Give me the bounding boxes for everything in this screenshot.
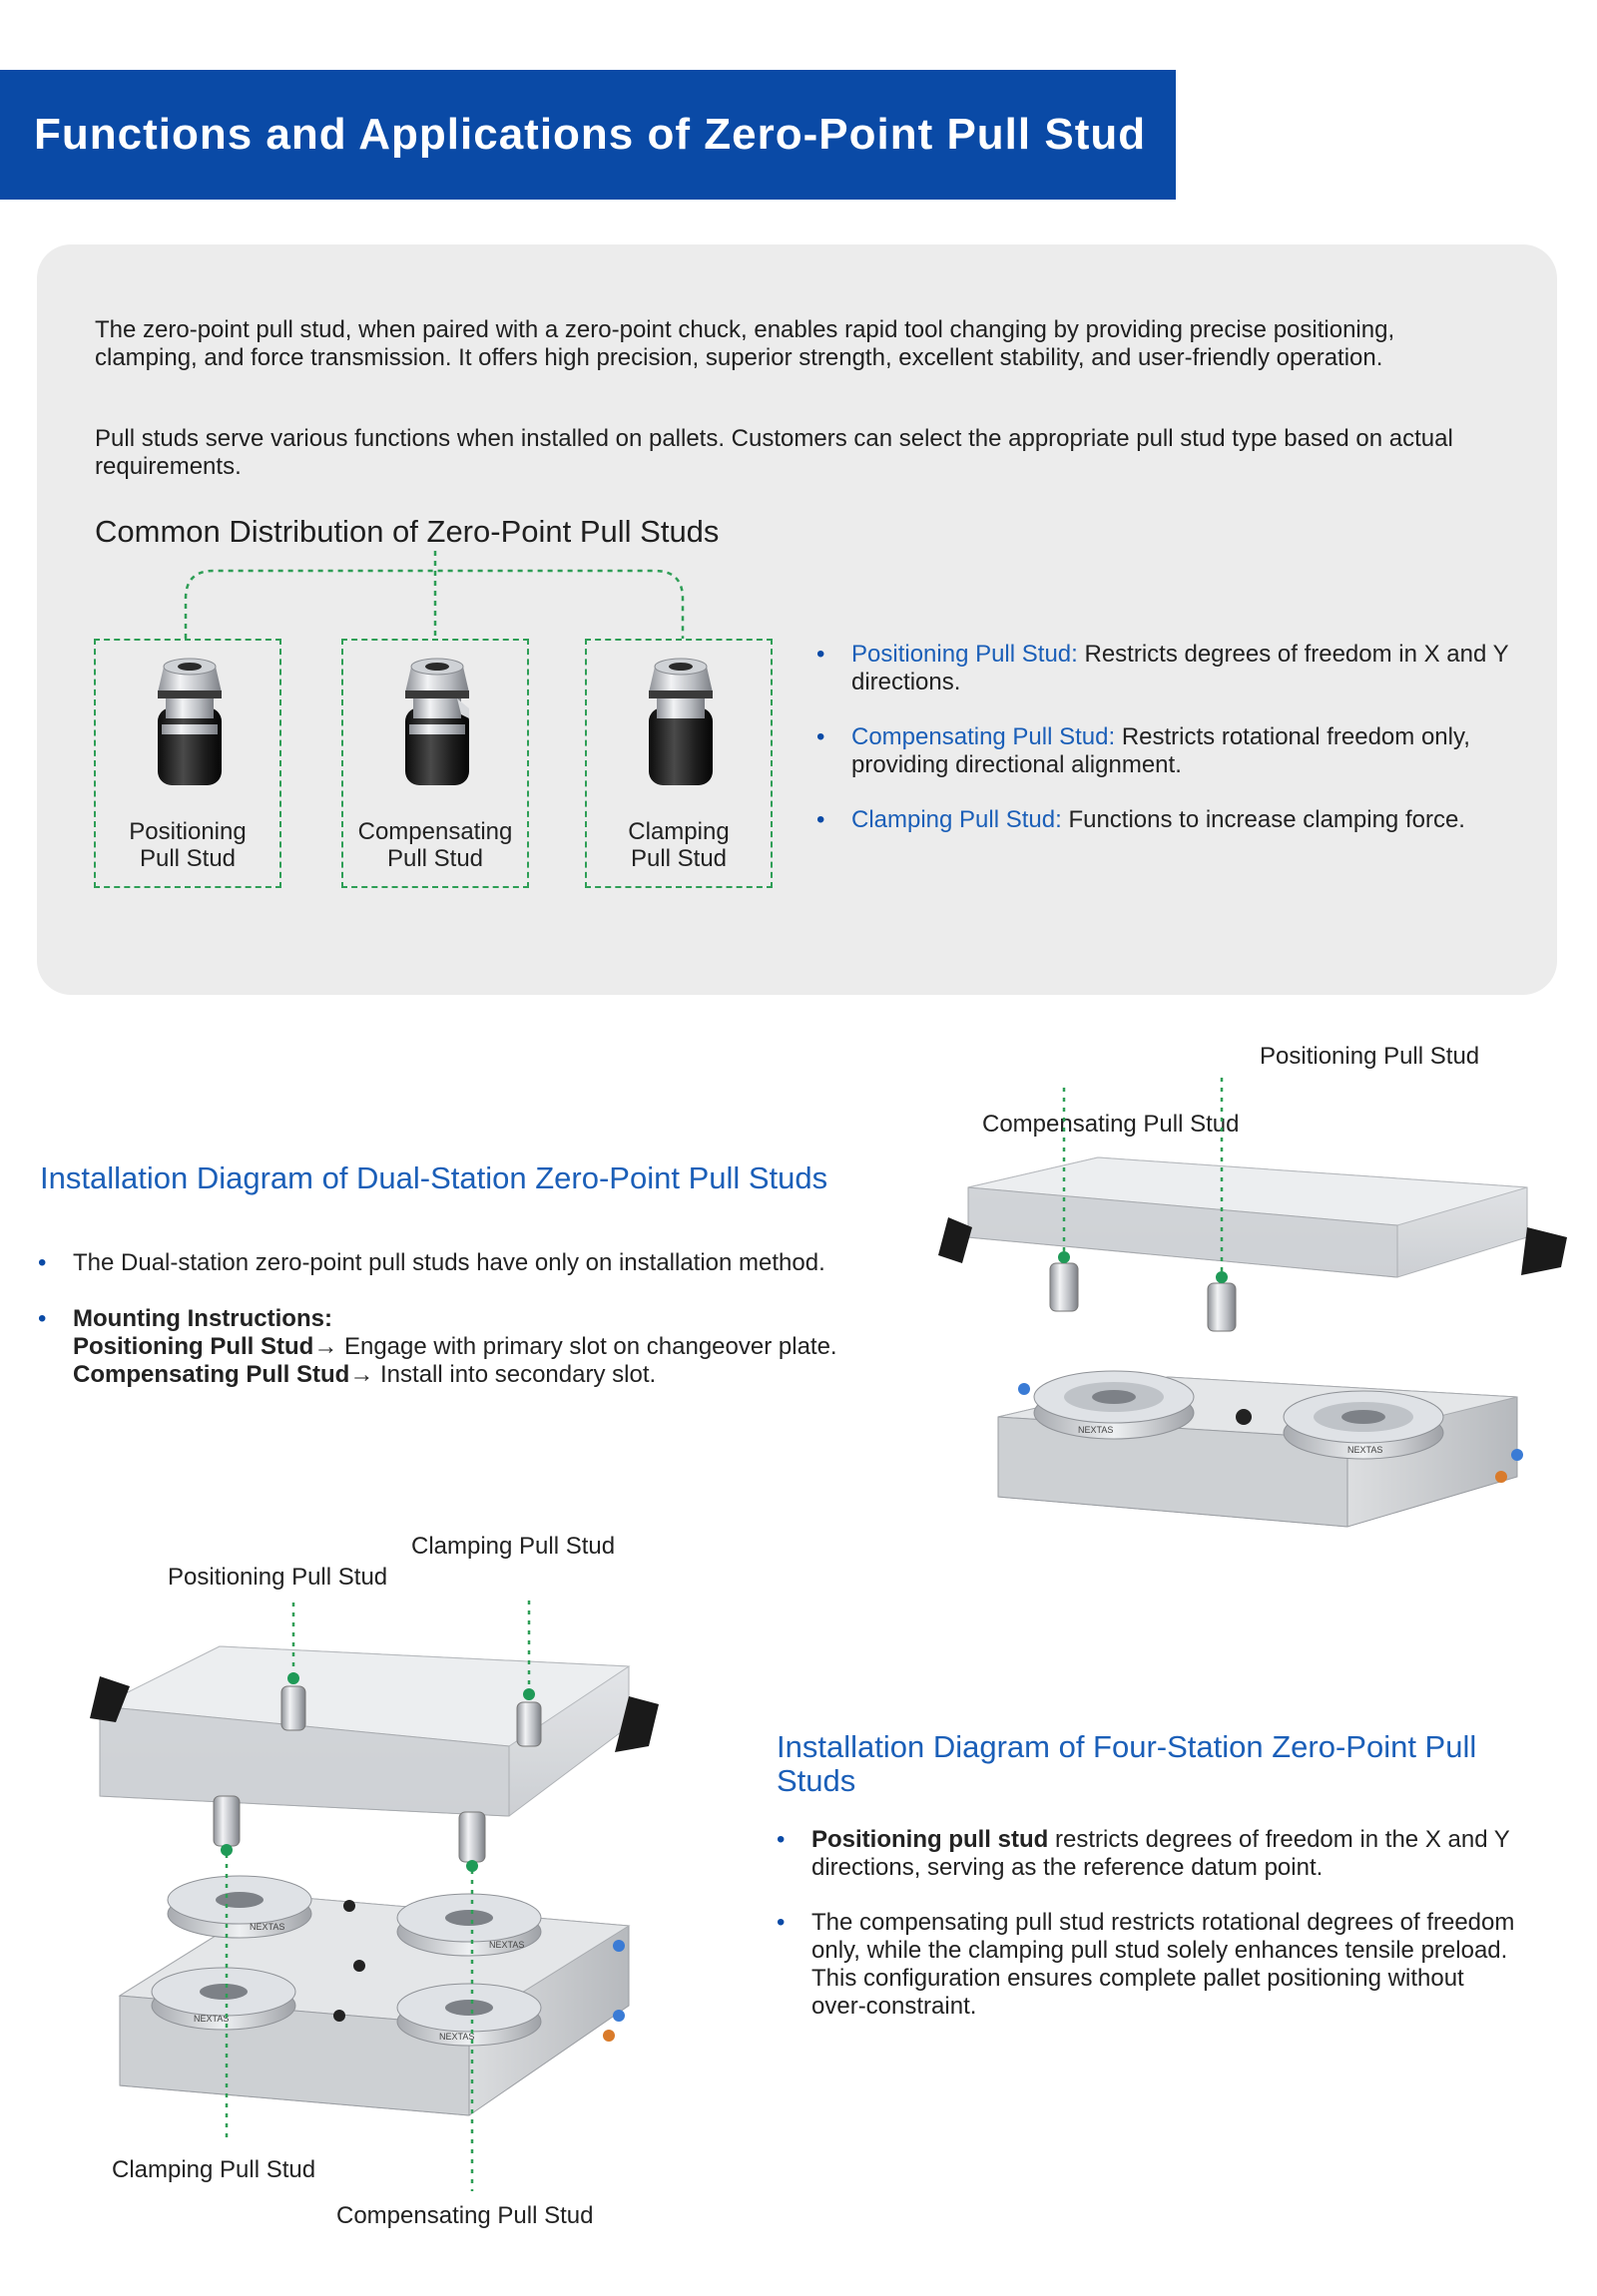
chuck-1 (1034, 1371, 1194, 1439)
svg-text:NEXTAS: NEXTAS (439, 2032, 475, 2042)
compensating-stud-icon (387, 653, 487, 792)
list-item: • Positioning Pull Stud: Restricts degrees of freedom in X and Y directions. (816, 641, 1509, 695)
page-title: Functions and Applications of Zero-Point Pull Stud (34, 110, 1147, 159)
stud-label-clamping: Clamping Pull Stud (628, 818, 730, 872)
four-label-clamping-top: Clamping Pull Stud (411, 1533, 616, 1560)
list-item: • Compensating Pull Stud: Restricts rotational freedom only, providing directional alignment. (816, 723, 1470, 778)
stud-box-clamping (585, 639, 773, 888)
four-label-positioning: Positioning Pull Stud (168, 1564, 388, 1591)
dual-station-diagram (928, 1078, 1567, 1557)
intro-paragraph-2: Pull studs serve various functions when installed on pallets. Customers can select the appropriate pull stud type based on actual requirements. (95, 425, 1453, 480)
svg-text:NEXTAS: NEXTAS (250, 1922, 285, 1932)
svg-text:NEXTAS: NEXTAS (489, 1940, 525, 1950)
four-station-diagram (90, 1597, 689, 2195)
positioning-stud-icon (140, 653, 240, 792)
list-item: • Positioning pull stud restricts degrees of freedom in the X and Y directions, serving as the reference datum point. (777, 1826, 1510, 1881)
stud-box-positioning (94, 639, 281, 888)
chuck-2 (1284, 1391, 1443, 1459)
list-item: • Clamping Pull Stud: Functions to increase clamping force. (816, 806, 1465, 833)
four-station-notes (777, 1826, 1525, 2021)
stud-type-list (816, 641, 1515, 834)
clamping-stud-icon (631, 653, 731, 792)
svg-text:NEXTAS: NEXTAS (1078, 1425, 1114, 1435)
four-label-compensating: Compensating Pull Stud (336, 2202, 594, 2229)
distribution-title: Common Distribution of Zero-Point Pull Studs (95, 514, 720, 549)
stud-label-compensating: Compensating Pull Stud (357, 818, 513, 872)
dual-station-notes (38, 1249, 876, 1389)
svg-text:NEXTAS: NEXTAS (194, 2014, 230, 2024)
dual-label-positioning: Positioning Pull Stud (1260, 1043, 1480, 1070)
list-item: • The compensating pull stud restricts rotational degrees of freedom only, while the clamping pull stud solely enhances tensile preload. This configuration ensures complete pallet positioning without over-constraint. (777, 1909, 1515, 2020)
intro-paragraph-1: The zero-point pull stud, when paired with a zero-point chuck, enables rapid tool changing by providing precise positioning, clamping, and force transmission. It offers high precision, superior strength, excellent stability, and user-friendly operation. (95, 316, 1395, 371)
four-station-title: Installation Diagram of Four-Station Zero-Point Pull Studs (777, 1729, 1477, 1798)
stud-label-positioning: Positioning Pull Stud (129, 818, 247, 872)
four-label-clamping-bottom: Clamping Pull Stud (112, 2156, 316, 2183)
dual-station-title: Installation Diagram of Dual-Station Zero-Point Pull Studs (40, 1160, 828, 1195)
stud-box-compensating (341, 639, 529, 888)
svg-text:NEXTAS: NEXTAS (1347, 1445, 1383, 1455)
dual-label-compensating: Compensating Pull Stud (982, 1111, 1240, 1138)
list-item: • The Dual-station zero-point pull studs have only on installation method. (38, 1249, 825, 1276)
list-item: • Mounting Instructions: Positioning Pull Stud→ Engage with primary slot on changeover plate. Compensating Pull Stud→ Install into secondary slot. (38, 1305, 837, 1388)
